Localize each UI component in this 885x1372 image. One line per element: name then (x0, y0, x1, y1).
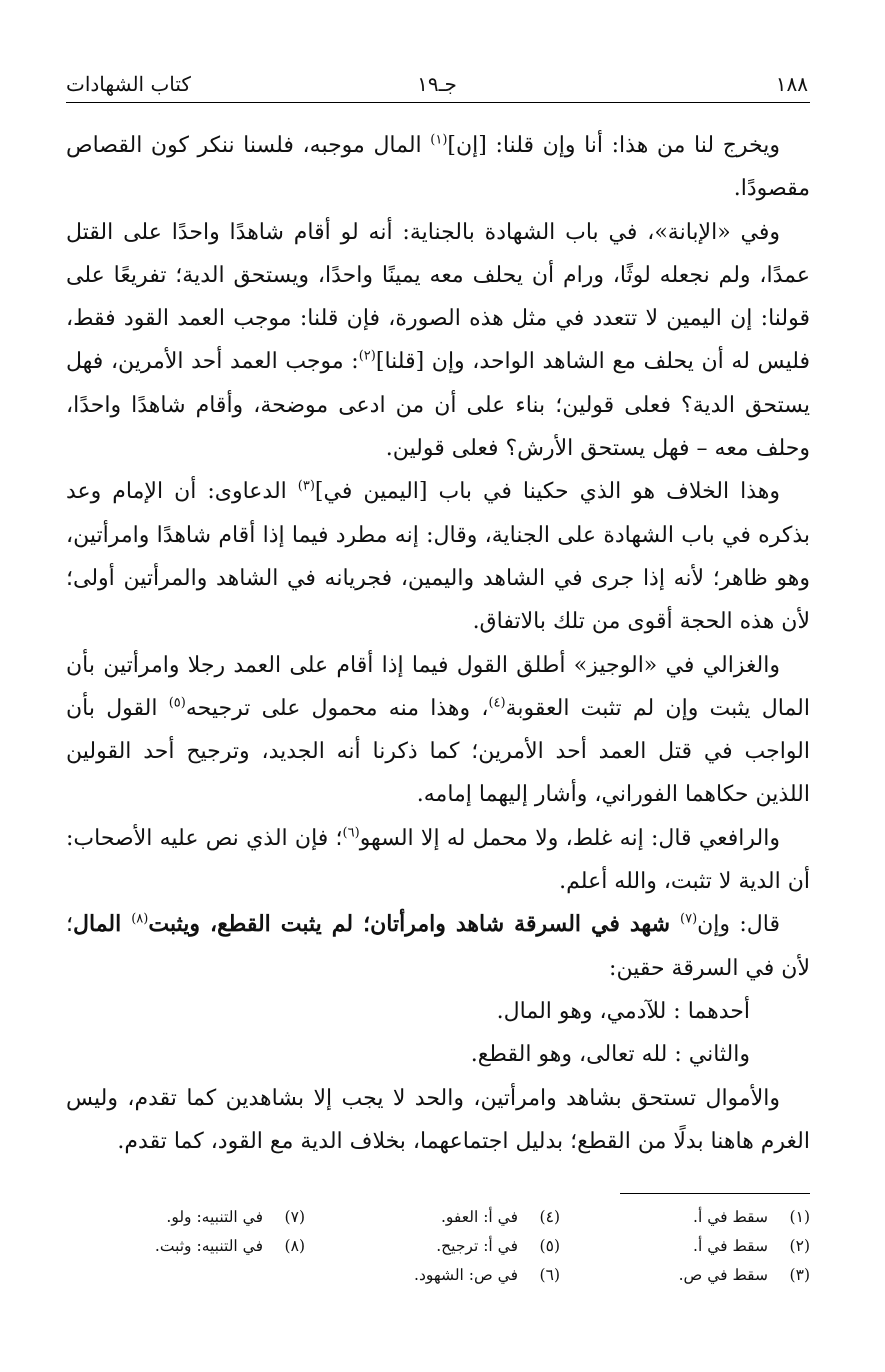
footnote-text: في أ: ترجيح. (436, 1237, 518, 1255)
paragraph-8: والثاني : لله تعالى، وهو القطع. (470, 1042, 750, 1068)
footnote-text: في أ: العفو. (441, 1208, 518, 1226)
paragraph-5 (66, 817, 810, 904)
footnotes (66, 1203, 810, 1290)
footnote-4 (441, 1203, 560, 1232)
footnote-text: في التنبيه: ولو. (166, 1208, 263, 1226)
footnote-2 (693, 1232, 810, 1261)
footnote-ref-7: (٧) (680, 912, 698, 928)
footnote-3 (679, 1261, 810, 1290)
paragraph-6 (66, 903, 810, 990)
text-run: وهذا الخلاف هو الذي حكينا في باب [اليمين في] (314, 479, 780, 505)
footnote-1 (693, 1203, 810, 1232)
footnote-number: (١) (789, 1208, 810, 1226)
footnote-text: في التنبيه: وثبت. (154, 1237, 263, 1255)
footnote-5 (436, 1232, 560, 1261)
footnote-ref-4: (٤) (488, 695, 506, 711)
text-run: المال موجبه، فلسنا ننكر كون القصاص مقصودًا. (66, 133, 810, 202)
text-run: ؛ فإن الذي نص عليه الأصحاب: أن الدية لا تثبت، والله أعلم. (66, 825, 810, 895)
header-rule (66, 102, 810, 103)
footnote-ref-8: (٨) (131, 912, 149, 928)
footnote-text: سقط في ص. (678, 1266, 768, 1284)
footnote-ref-5: (٥) (168, 695, 186, 711)
paragraph-4 (66, 644, 810, 817)
paragraph-7: أحدهما : للآدمي، وهو المال. (496, 998, 750, 1024)
footnote-row (66, 1261, 810, 1290)
footnote-number: (٨) (284, 1237, 305, 1255)
footnote-text: في ص: الشهود. (414, 1266, 518, 1284)
paragraph-9: والأموال تستحق بشاهد وامرأتين، والحد لا يجب إلا بشاهدين كما تقدم، وليس الغرم هاهنا بدلًا من القطع؛ بدليل اجتماعهما، بخلاف الدية مع القود، كما تقدم. (66, 1085, 810, 1154)
footnote-ref-1: (١) (430, 132, 448, 148)
footnote-text: سقط في أ. (693, 1208, 768, 1226)
footnote-text: سقط في أ. (693, 1237, 768, 1255)
footnote-8 (155, 1232, 305, 1261)
footnote-number: (٣) (789, 1266, 810, 1284)
text-run: ؛ لأن في السرقة حقين: (66, 912, 810, 981)
footnote-number: (٧) (284, 1208, 305, 1226)
main-text (66, 124, 810, 1163)
text-run: والغزالي في «الوجيز» أطلق القول فيما إذا أقام على العمد رجلا وامرأتين بأن المال يثبت وإن لم تثبت العقوبة (66, 652, 810, 721)
footnote-6 (414, 1261, 560, 1290)
text-run: قال: وإن (697, 912, 780, 938)
text-run: وفي «الإبانة»، في باب الشهادة بالجناية: أنه لو أقام شاهدًا واحدًا على القتل عمدًا، ولم نجعله لوثًا، ورام أن يحلف معه يمينًا واحدًا، ويستحق الدية؛ تفريعًا على قولنا: إن اليمين لا تتعدد في مثل هذه الصورة، فإن قلنا: موجب العمد القود فقط، فليس له أن يحلف مع الشاهد الواحد، وإن [قلنا] (66, 219, 811, 375)
matn-text: المال (73, 911, 132, 938)
matn-text: شهد في السرقة شاهد وامرأتان؛ لم يثبت القطع، ويثبت (148, 911, 680, 938)
text-run: والرافعي قال: إنه غلط، ولا محمل له إلا السهو (359, 825, 780, 851)
paragraph-3 (66, 470, 810, 643)
footnote-rule (620, 1193, 810, 1194)
footnote-number: (٢) (789, 1237, 810, 1255)
text-run: الدعاوى: أن الإمام وعد بذكره في باب الشهادة على الجناية، وقال: إنه مطرد فيما إذا أقام شاهدًا وامرأتين، وهو ظاهر؛ لأنه إذا جرى في الشاهد واليمين، فجريانه في الشاهد والمرأتين أولى؛ لأن هذه الحجة أقوى من تلك بالاتفاق. (66, 479, 810, 635)
text-run: القول بأن الواجب في قتل العمد أحد الأمرين؛ كما ذكرنا أنه الجديد، وترجيح أحد القولين اللذين حكاهما الفوراني، وأشار إليهما إمامه. (66, 695, 810, 808)
book-title: كتاب الشهادات (66, 72, 191, 96)
text-run: ويخرج لنا من هذا: أنا وإن قلنا: [إن] (447, 133, 780, 158)
text-run: ، وهذا منه محمول على ترجيحه (185, 695, 489, 721)
footnote-ref-3: (٣) (297, 479, 315, 495)
footnote-number: (٥) (539, 1237, 560, 1255)
running-header (66, 66, 808, 102)
footnote-ref-2: (٢) (358, 349, 376, 365)
footnote-ref-6: (٦) (342, 825, 360, 841)
text-run: : موجب العمد أحد الأمرين، فهل يستحق الدية؟ فعلى قولين؛ بناء على أن من ادعى موضحة، وأقام شاهدًا واحدًا، وحلف معه – فهل يستحق الأرش؟ فعلى قولين. (66, 349, 810, 462)
footnote-row (66, 1232, 810, 1261)
footnote-7 (166, 1203, 305, 1232)
footnote-row (66, 1203, 810, 1232)
footnote-number: (٤) (539, 1208, 560, 1226)
paragraph-2 (66, 211, 810, 471)
volume-label: جـ١٩ (417, 72, 457, 96)
page-number: ١٨٨ (775, 72, 808, 96)
footnote-number: (٦) (539, 1266, 560, 1284)
paragraph-1 (66, 124, 810, 211)
